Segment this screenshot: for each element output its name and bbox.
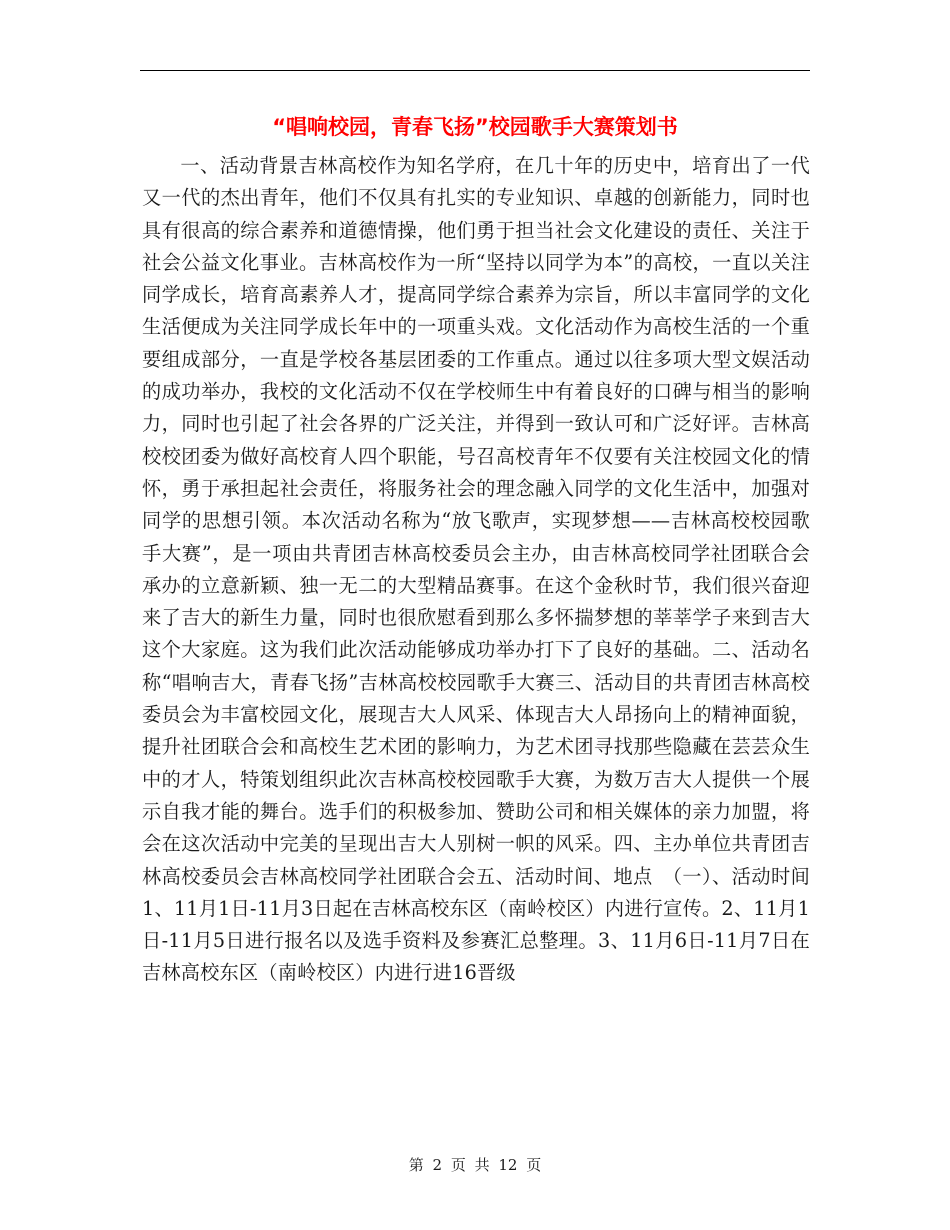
header-rule <box>140 70 810 71</box>
document-body-text: 一、活动背景吉林高校作为知名学府，在几十年的历史中，培育出了一代又一代的杰出青年，他们不仅具有扎实的专业知识、卓越的创新能力，同时也具有很高的综合素养和道德情操，他们勇于担当社会文化建设的责任、关注于社会公益文化事业。吉林高校作为一所“坚持以同学为本”的高校，一直以关注同学成长，培育高素养人才，提高同学综合素养为宗旨，所以丰富同学的文化生活便成为关注同学成长年中的一项重头戏。文化活动作为高校生活的一个重要组成部分，一直是学校各基层团委的工作重点。通过以往多项大型文娱活动的成功举办，我校的文化活动不仅在学校师生中有着良好的口碑与相当的影响力，同时也引起了社会各界的广泛关注，并得到一致认可和广泛好评。吉林高校校团委为做好高校育人四个职能，号召高校青年不仅要有关注校园文化的情怀，勇于承担起社会责任，将服务社会的理念融入同学的文化生活中，加强对同学的思想引领。本次活动名称为“放飞歌声，实现梦想——吉林高校校园歌手大赛”，是一项由共青团吉林高校委员会主办，由吉林高校同学社团联合会承办的立意新颖、独一无二的大型精品赛事。在这个金秋时节，我们很兴奋迎来了吉大的新生力量，同时也很欣慰看到那么多怀揣梦想的莘莘学子来到吉大这个大家庭。这为我们此次活动能够成功举办打下了良好的基础。二、活动名称“唱响吉大，青春飞扬”吉林高校校园歌手大赛三、活动目的共青团吉林高校委员会为丰富校园文化，展现吉大人风采、体现吉大人昂扬向上的精神面貌，提升社团联合会和高校生艺术团的影响力，为艺术团寻找那些隐藏在芸芸众生中的才人，特策划组织此次吉林高校校园歌手大赛，为数万吉大人提供一个展示自我才能的舞台。选手们的积极参加、赞助公司和相关媒体的亲力加盟，将会在这次活动中完美的呈现出吉大人别树一帜的风采。四、主办单位共青团吉林高校委员会吉林高校同学社团联合会五、活动时间、地点 （一）、活动时间1、11月1日-11月3日起在吉林高校东区（南岭校区）内进行宣传。2、11月1日-11月5日进行报名以及选手资料及参赛汇总整理。3、11月6日-11月7日在吉林高校东区（南岭校区）内进行进16晋级 <box>142 154 810 985</box>
page-number-footer: 第 2 页 共 12 页 <box>408 1156 542 1174</box>
document-title: “唱响校园，青春飞扬”校园歌手大赛策划书 <box>272 115 678 139</box>
